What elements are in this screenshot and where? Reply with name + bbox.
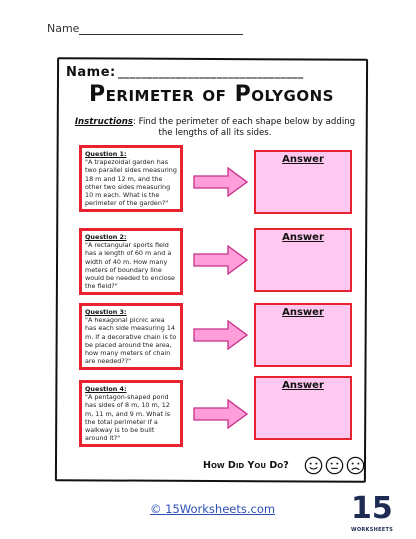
question-box-4	[79, 380, 183, 447]
answer-box-2[interactable]	[254, 228, 352, 292]
instructions-text: : Find the perimeter of each shape below by adding the lengths of all its sides.	[133, 117, 356, 138]
student-name-line[interactable]	[79, 34, 243, 35]
answer-label: Answer	[282, 380, 324, 391]
question-text: "A hexagonal picnic area has each side measuring 14 m. If a decorative chain is to be placed around the area, how many meters of chain are needed??"	[85, 316, 177, 366]
footer-link[interactable]: © 15Worksheets.com	[150, 502, 276, 516]
student-name-label: Name	[47, 22, 80, 35]
worksheet-name-label: Name:	[66, 65, 116, 80]
logo-number: 15	[351, 491, 393, 526]
question-text: "A trapezoidal garden has two parallel sides measuring 18 m and 12 m, and the other two sides measuring 10 m each. What is the perimeter of the garden?"	[85, 158, 177, 208]
instructions	[70, 117, 360, 139]
arrow-right-icon	[193, 245, 248, 275]
question-text: "A pentagon-shaped pond has sides of 8 m, 10 m, 12 m, 11 m, and 9 m. What is the total perimeter if a walkway is to be built around it?"	[85, 393, 171, 443]
answer-box-3[interactable]	[254, 303, 352, 367]
sad-face-icon[interactable]	[346, 456, 365, 475]
instructions-lead: Instructions	[74, 117, 134, 127]
worksheet-name-line[interactable]: ________________________________	[118, 66, 304, 79]
arrow-right-icon	[193, 167, 248, 197]
question-box-1	[79, 145, 183, 212]
happy-face-icon[interactable]	[304, 456, 323, 475]
question-box-3	[79, 303, 183, 370]
arrow-right-icon	[193, 320, 248, 350]
question-label: Question 4:	[85, 385, 127, 393]
question-label: Question 2:	[85, 233, 127, 241]
question-box-2	[79, 228, 183, 295]
worksheet-title: Perimeter of Polygons	[89, 82, 334, 107]
question-text: "A rectangular sports field has a length of 60 m and a width of 40 m. How many meters of boundary line would be needed to enclose the field?"	[85, 241, 175, 291]
neutral-face-icon[interactable]	[325, 456, 344, 475]
answer-label: Answer	[282, 232, 324, 243]
answer-box-4[interactable]	[254, 376, 352, 440]
answer-label: Answer	[282, 154, 324, 165]
arrow-right-icon	[193, 399, 248, 429]
question-label: Question 3:	[85, 308, 127, 316]
logo-text: WORKSHEETS	[351, 527, 394, 533]
logo	[351, 491, 394, 538]
question-label: Question 1:	[85, 150, 127, 158]
answer-box-1[interactable]	[254, 150, 352, 214]
answer-label: Answer	[282, 307, 324, 318]
how-did-you-do-label: How Did You Do?	[203, 460, 289, 471]
